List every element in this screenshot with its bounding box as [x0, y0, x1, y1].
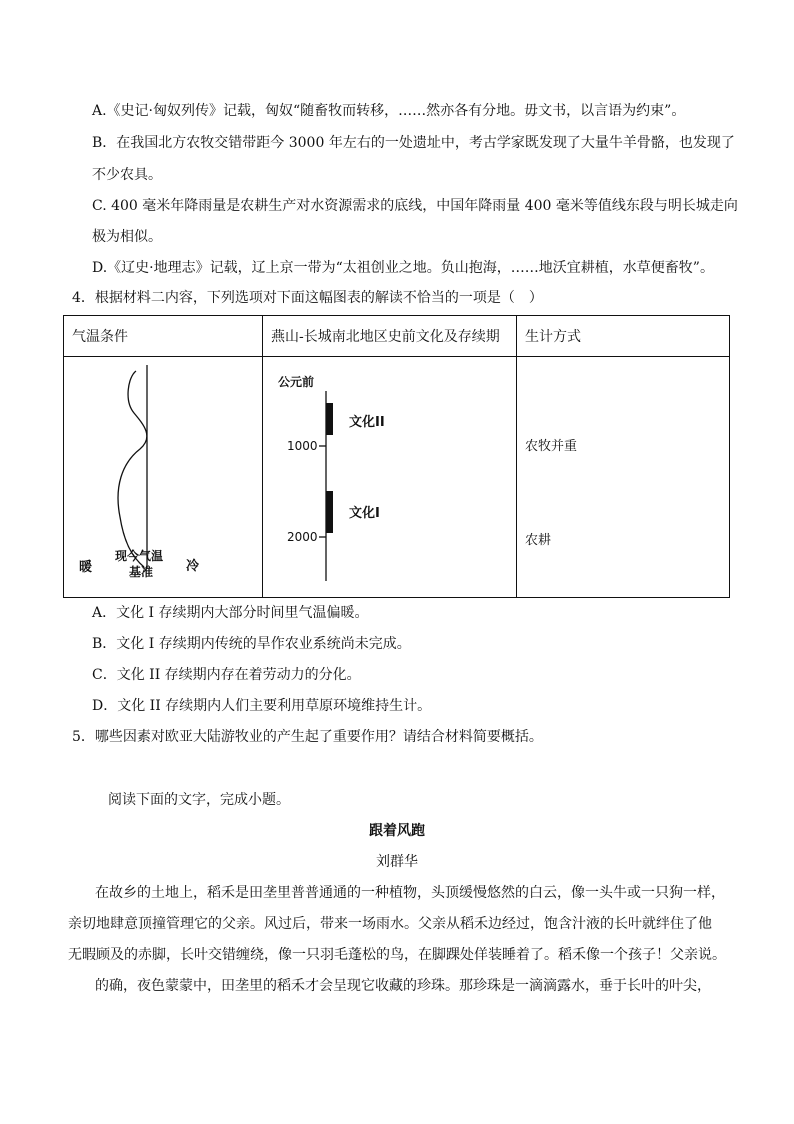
temperature-curve: [118, 371, 147, 567]
option-3d: D.《辽史·地理志》记载，辽上京一带为“太祖创业之地。负山抱海，……地沃宜耕植，水草便畜牧”。: [92, 260, 714, 276]
culture1-bar: [326, 491, 333, 533]
header-culture: 燕山-长城南北地区史前文化及存续期: [263, 316, 517, 357]
header-temperature: 气温条件: [64, 316, 263, 357]
paragraph-1-line2: 亲切地肆意顶撞管理它的父亲。风过后，带来一场雨水。父亲从稻禾边经过，饱含汁液的长叶就绊住了他: [68, 916, 712, 932]
tick-label-2000: 2000: [287, 530, 318, 544]
option-4c: C．文化 II 存续期内存在着劳动力的分化。: [92, 667, 361, 683]
tick-label-1000: 1000: [287, 439, 318, 453]
warm-label: 暖: [79, 560, 93, 575]
culture2-label: 文化II: [349, 415, 385, 430]
option-3b-line2: 不少农具。: [92, 167, 162, 183]
timeline-top-label: 公元前: [278, 375, 315, 389]
question-5: 5．哪些因素对欧亚大陆游牧业的产生起了重要作用？请结合材料简要概括。: [72, 729, 543, 745]
paragraph-1-line3: 无暇顾及的赤脚，长叶交错缠绕，像一只羽毛蓬松的鸟，在脚踝处佯装睡着了。稻禾像一个孩子！父亲说。: [68, 947, 726, 963]
temperature-chart: [64, 357, 262, 597]
livelihood-mixed: 农牧并重: [525, 439, 578, 454]
culture1-label: 文化I: [349, 506, 380, 521]
option-3c-line1: C. 400 毫米年降雨量是农耕生产对水资源需求的底线，中国年降雨量 400 毫米等值线东段与明长城走向: [92, 198, 738, 214]
cold-label: 冷: [186, 559, 200, 574]
timeline-svg: [263, 357, 517, 597]
option-4b: B．文化 I 存续期内传统的旱作农业系统尚未完成。: [92, 636, 411, 652]
temperature-curve-svg: [64, 357, 263, 597]
option-4a: A．文化 I 存续期内大部分时间里气温偏暖。: [92, 605, 369, 621]
paragraph-1-line1: 在故乡的土地上，稻禾是田垄里普普通通的一种植物，头顶缓慢悠然的白云，像一头牛或一只狗一样，: [95, 885, 725, 901]
baseline-label-line1: 现今气温: [115, 549, 164, 563]
option-3c-line2: 极为相似。: [92, 229, 162, 245]
reading-instruction: 阅读下面的文字，完成小题。: [108, 792, 290, 808]
option-3b-line1: B．在我国北方农牧交错带距今 3000 年左右的一处遗址中，考古学家既发现了大量牛羊骨骼，也发现了: [92, 135, 735, 151]
livelihood-cell: [517, 357, 729, 597]
timeline-chart: [263, 357, 516, 597]
livelihood-farming: 农耕: [525, 533, 552, 548]
culture2-bar: [326, 403, 333, 435]
baseline-label-line2: 基准: [129, 565, 154, 579]
question-4-stem: 4．根据材料二内容，下列选项对下面这幅图表的解读不恰当的一项是（ ）: [72, 290, 543, 306]
option-4d: D．文化 II 存续期内人们主要利用草原环境维持生计。: [92, 698, 432, 714]
option-3a: A.《史记·匈奴列传》记载，匈奴“随畜牧而转移，……然亦各有分地。毋文书，以言语为约束”。: [92, 103, 686, 119]
header-livelihood: 生计方式: [517, 316, 730, 357]
figure-table: [63, 315, 730, 598]
passage-author: 刘群华: [376, 854, 418, 870]
paragraph-2-line1: 的确，夜色蒙蒙中，田垄里的稻禾才会呈现它收藏的珍珠。那珍珠是一滴滴露水，垂于长叶的叶尖，: [95, 978, 711, 994]
passage-title: 跟着风跑: [369, 823, 425, 839]
